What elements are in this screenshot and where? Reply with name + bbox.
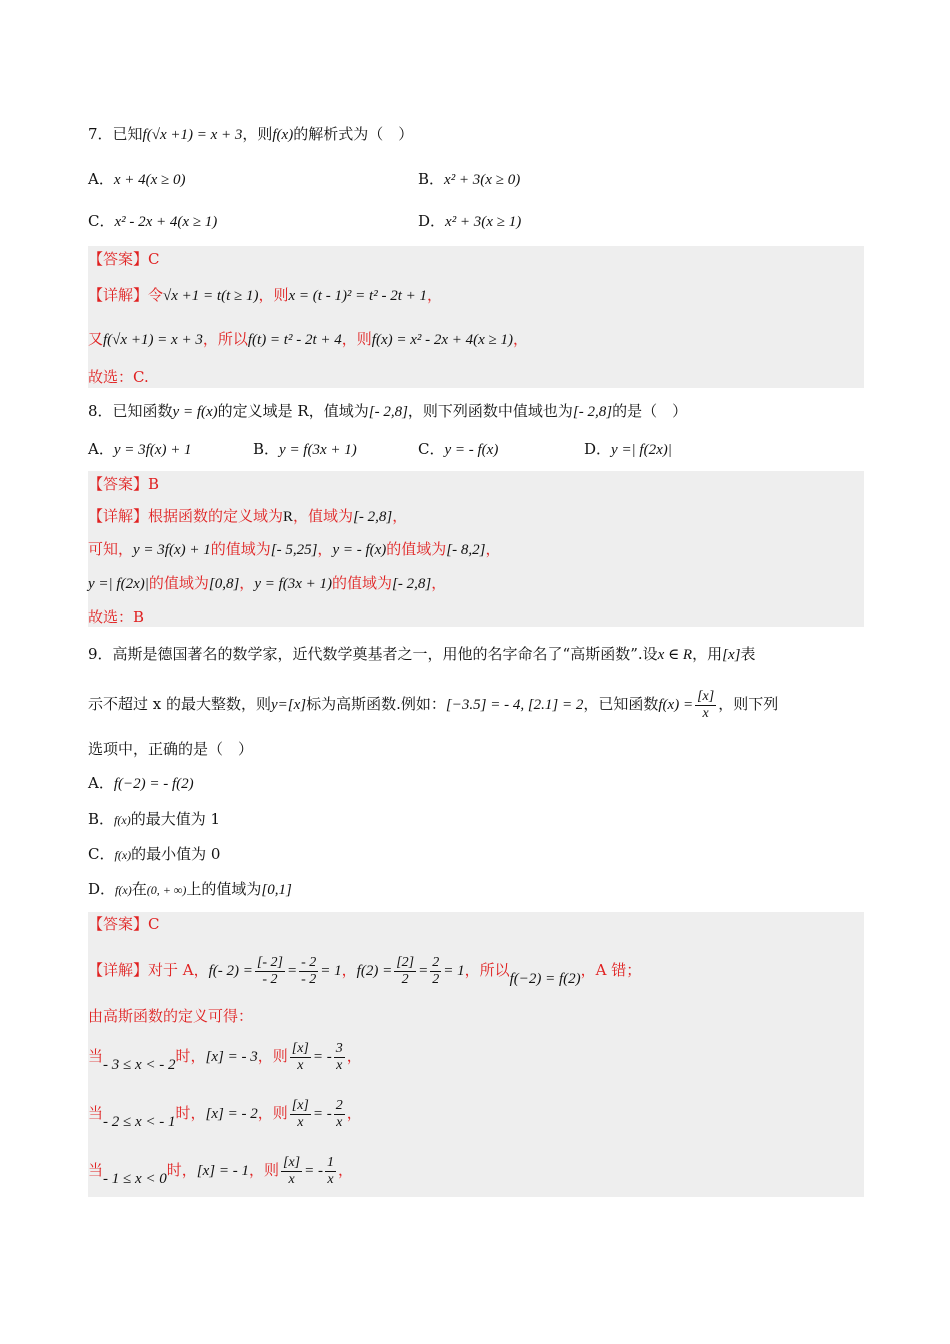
q9-option-d-text: 在 bbox=[131, 880, 147, 898]
q9-case-2 bbox=[88, 1093, 362, 1134]
q9-l2-f3-frac bbox=[695, 689, 716, 722]
q9-l2-f3-left: f(x) = bbox=[658, 697, 694, 713]
q9-case3-num: [x] bbox=[283, 1154, 301, 1170]
q9-case2-rden: x bbox=[336, 1114, 343, 1130]
q9-option-c[interactable] bbox=[88, 843, 220, 866]
q8-d1-f1: R bbox=[283, 509, 294, 525]
q9-case3-d: ， bbox=[338, 1161, 354, 1179]
q9-case2-rnum: 2 bbox=[335, 1097, 343, 1113]
q9-option-b-letter: B． bbox=[88, 810, 115, 828]
q8-stem-f1: y = f(x) bbox=[172, 404, 218, 420]
q9-d1-f2-right: = 1 bbox=[443, 963, 465, 979]
q8-d3-a: 的值域为 bbox=[148, 574, 209, 592]
q8-d1-c: ， bbox=[392, 507, 408, 525]
q9-d1-f2-left: f(2) = bbox=[356, 963, 393, 979]
q8-option-c[interactable] bbox=[418, 438, 498, 461]
q9-case1-rden: x bbox=[336, 1057, 343, 1073]
q8-d2-c: ， bbox=[317, 540, 333, 558]
q7-detail-l1-f1: √x +1 = t(t ≥ 1) bbox=[163, 288, 259, 304]
q8-stem-f3: [- 2,8] bbox=[572, 404, 613, 420]
q9-case3-gx: [x] = - 1 bbox=[196, 1163, 249, 1179]
q8-d2-f2: [- 5,25] bbox=[270, 542, 318, 558]
q9-stem-line3: 选项中，正确的是（ ） bbox=[88, 740, 254, 758]
q9-case1-rnum: 3 bbox=[335, 1040, 343, 1056]
q7-conclusion: 故选：C. bbox=[88, 368, 149, 386]
q8-option-c-expr: y = - f(x) bbox=[444, 442, 499, 458]
q9-case1-b: 时， bbox=[175, 1047, 206, 1065]
q8-stem-suffix: 的是（ ） bbox=[612, 402, 688, 420]
q9-d1-f2-frac1 bbox=[394, 955, 416, 988]
q9-d1-f1-d2: - 2 bbox=[301, 971, 317, 987]
q9-detail-line1: 【详解】对于 A，f(- 2) = $\frac{[- 2]}{- 2}$ = $\frac{- 2}{- 2}$ = 1，f(2) = $\frac{[2]}{2}$ = $\frac{2}{2}$ = 1，所以f(−2) = f(2)，A 错； bbox=[88, 954, 642, 987]
q7-detail-l2-a: 又 bbox=[88, 330, 104, 348]
q9-d1-c: ，所以 bbox=[464, 961, 510, 979]
q7-option-c-expr: x² - 2x + 4(x ≥ 1) bbox=[114, 214, 218, 230]
q9-d1-f1-frac2 bbox=[299, 955, 318, 988]
q8-option-a-letter: A． bbox=[88, 440, 114, 458]
q8-d2-f3: y = - f(x) bbox=[332, 542, 387, 558]
q9-d1-f2-n1: [2] bbox=[396, 954, 415, 970]
q9-d1-f2-d1: 2 bbox=[401, 971, 409, 987]
q8-option-a-expr: y = 3f(x) + 1 bbox=[113, 442, 192, 458]
q7-detail-l2-c: ，则 bbox=[341, 330, 372, 348]
q9-case2-eq: = - bbox=[312, 1106, 332, 1122]
q7-detail-l1-a: 令 bbox=[148, 286, 164, 304]
q9-case1-den: x bbox=[297, 1057, 304, 1073]
q9-detail-label: 【详解】 bbox=[88, 961, 149, 979]
q8-d1-b: ，值域为 bbox=[293, 507, 354, 525]
q8-option-d[interactable] bbox=[584, 438, 672, 461]
q9-case3-frac bbox=[281, 1155, 302, 1188]
q9-option-d-expr3: [0,1] bbox=[261, 882, 292, 898]
q9-option-a-expr: f(−2) = - f(2) bbox=[113, 776, 194, 792]
q9-case3-eq: = - bbox=[304, 1163, 324, 1179]
q8-d2-a: 可知， bbox=[88, 540, 134, 558]
q8-d1-a: 根据函数的定义域为 bbox=[148, 507, 284, 525]
q9-d1-f1-left: f(- 2) = bbox=[208, 963, 253, 979]
q8-d3-c: 的值域为 bbox=[332, 574, 393, 592]
q9-l1-a: 9．高斯是德国著名的数学家，近代数学奠基者之一，用他的名字命名了“高斯函数”.设 bbox=[88, 645, 658, 663]
q9-d1-f2-frac2 bbox=[430, 955, 441, 988]
q9-d1-b: ， bbox=[341, 961, 357, 979]
q9-case3-den: x bbox=[288, 1171, 295, 1187]
q9-option-b-expr: f(x) bbox=[114, 813, 131, 827]
q9-case3-b: 时， bbox=[166, 1161, 197, 1179]
q7-stem-suffix: 的解析式为（ ） bbox=[293, 125, 414, 143]
q9-option-d[interactable] bbox=[88, 878, 292, 901]
q9-option-c-letter: C． bbox=[88, 845, 115, 863]
q9-l2-f2: [−3.5] = - 4, [2.1] = 2 bbox=[445, 697, 584, 713]
q9-case1-cond: - 3 ≤ x < - 2 bbox=[103, 1057, 176, 1073]
q7-option-d[interactable] bbox=[418, 210, 521, 233]
q9-l1-b: ，用 bbox=[692, 645, 723, 663]
q9-l2-c: ，已知函数 bbox=[583, 695, 659, 713]
q8-d3-f1: y =| f(2x)| bbox=[88, 576, 149, 592]
q8-d2-b: 的值域为 bbox=[210, 540, 271, 558]
q9-case2-a: 当 bbox=[88, 1104, 104, 1122]
q8-d2-f1: y = 3f(x) + 1 bbox=[133, 542, 211, 558]
q9-case3-rden: x bbox=[327, 1171, 334, 1187]
q9-case3-rnum: 1 bbox=[327, 1154, 335, 1170]
q7-stem bbox=[88, 123, 413, 146]
q9-option-a[interactable] bbox=[88, 772, 194, 795]
q8-stem-f2: [- 2,8] bbox=[368, 404, 408, 420]
q9-l2-b: 标为高斯函数.例如： bbox=[306, 695, 446, 713]
q7-detail-line1 bbox=[88, 284, 442, 307]
q8-option-b-expr: y = f(3x + 1) bbox=[279, 442, 357, 458]
q9-case1-num: [x] bbox=[291, 1040, 309, 1056]
q8-conclusion: 故选：B bbox=[88, 608, 145, 626]
q8-option-a[interactable] bbox=[88, 438, 192, 461]
q8-detail-label: 【详解】 bbox=[88, 507, 149, 525]
q9-case1-c: ，则 bbox=[257, 1047, 288, 1065]
q7-stem-fx: f(x) bbox=[272, 127, 294, 143]
q9-l1-f2: [x] bbox=[722, 647, 741, 663]
q9-option-d-expr: f(x) bbox=[115, 883, 132, 897]
q9-case2-num: [x] bbox=[291, 1097, 309, 1113]
q7-option-b[interactable] bbox=[418, 168, 520, 191]
q9-option-d-letter: D． bbox=[88, 880, 116, 898]
q8-d2-e: ， bbox=[485, 540, 501, 558]
q8-d3-f2: [0,8] bbox=[208, 576, 240, 592]
q8-detail-line1 bbox=[88, 505, 407, 528]
q8-option-c-letter: C． bbox=[418, 440, 445, 458]
q7-detail-line2 bbox=[88, 328, 528, 351]
q9-case2-rfrac bbox=[334, 1098, 345, 1131]
q9-option-d-expr2: (0, + ∞) bbox=[146, 883, 187, 897]
q7-stem-mid: ，则 bbox=[242, 125, 273, 143]
q9-l2-f3-num: [x] bbox=[697, 688, 715, 704]
q9-answer: 【答案】C bbox=[88, 915, 160, 933]
q9-detail-line2: 由高斯函数的定义可得： bbox=[88, 1007, 254, 1025]
q7-option-b-expr: x² + 3(x ≥ 0) bbox=[444, 172, 521, 188]
q7-detail-l2-f1: f(√x +1) = x + 3 bbox=[103, 332, 203, 348]
q7-detail-l1-f2: x = (t - 1)² = t² - 2t + 1 bbox=[288, 288, 428, 304]
q7-option-c[interactable] bbox=[88, 210, 217, 233]
q8-stem bbox=[88, 400, 687, 423]
q9-case1-eq: = - bbox=[312, 1049, 332, 1065]
q9-case1-gx: [x] = - 3 bbox=[205, 1049, 258, 1065]
q9-case3-c: ，则 bbox=[249, 1161, 280, 1179]
q9-case3-cond: - 1 ≤ x < 0 bbox=[103, 1171, 167, 1187]
q7-detail-l2-d: ， bbox=[513, 330, 529, 348]
q7-detail-label: 【详解】 bbox=[88, 286, 149, 304]
q9-l1-f1: x ∈ R bbox=[657, 647, 693, 663]
q9-option-c-text: 的最小值为 0 bbox=[131, 845, 221, 863]
q8-detail-line2 bbox=[88, 538, 500, 561]
q7-option-b-letter: B． bbox=[418, 170, 445, 188]
q9-option-a-letter: A． bbox=[88, 774, 114, 792]
q7-detail-l2-f2: f(t) = t² - 2t + 4 bbox=[247, 332, 342, 348]
q7-option-a-letter: A． bbox=[88, 170, 114, 188]
q7-stem-prefix: 7．已知 bbox=[88, 125, 143, 143]
q9-d1-a: 对于 A， bbox=[148, 961, 209, 979]
q8-option-d-letter: D． bbox=[584, 440, 612, 458]
q8-stem-mid2: ，则下列函数中值域也为 bbox=[407, 402, 573, 420]
q9-d1-f2-n2: 2 bbox=[432, 954, 440, 970]
q7-option-d-expr: x² + 3(x ≥ 1) bbox=[445, 214, 522, 230]
q7-answer: 【答案】C bbox=[88, 250, 160, 268]
q9-case2-d: ， bbox=[346, 1104, 362, 1122]
q9-case1-a: 当 bbox=[88, 1047, 104, 1065]
q7-stem-formula: f(√x +1) = x + 3 bbox=[142, 127, 243, 143]
q9-l2-a: 示不超过 x 的最大整数，则 bbox=[88, 695, 271, 713]
q9-case1-d: ， bbox=[346, 1047, 362, 1065]
q8-d3-d: ， bbox=[431, 574, 447, 592]
q9-l1-c: 表 bbox=[740, 645, 756, 663]
q8-option-d-expr: y =| f(2x)| bbox=[611, 442, 672, 458]
q7-option-a[interactable] bbox=[88, 168, 186, 191]
q7-detail-l2-b: ，所以 bbox=[202, 330, 248, 348]
q8-stem-prefix: 8．已知函数 bbox=[88, 402, 173, 420]
q9-option-b[interactable] bbox=[88, 808, 220, 831]
q9-stem-line2 bbox=[88, 686, 778, 723]
q7-option-d-letter: D． bbox=[418, 212, 446, 230]
q7-detail-l2-f3: f(x) = x² - 2x + 4(x ≥ 1) bbox=[371, 332, 514, 348]
q9-d1-f3: f(−2) = f(2) bbox=[509, 971, 581, 987]
q9-case2-den: x bbox=[297, 1114, 304, 1130]
q7-option-c-letter: C． bbox=[88, 212, 115, 230]
q8-d2-f4: [- 8,2] bbox=[446, 542, 486, 558]
q9-case-1 bbox=[88, 1036, 362, 1077]
q9-stem-line1 bbox=[88, 643, 755, 666]
q9-case-3 bbox=[88, 1150, 353, 1191]
q8-d3-f3: y = f(3x + 1) bbox=[254, 576, 333, 592]
q9-case1-frac bbox=[290, 1041, 311, 1074]
q9-case2-b: 时， bbox=[175, 1104, 206, 1122]
q9-l2-f1: y=[x] bbox=[271, 697, 307, 713]
q8-d1-f2: [- 2,8] bbox=[353, 509, 393, 525]
q9-d1-f1-frac1 bbox=[255, 955, 285, 988]
q9-l2-f3-den: x bbox=[702, 705, 709, 721]
q8-detail-line3 bbox=[88, 572, 446, 595]
q9-case1-rfrac bbox=[334, 1041, 345, 1074]
q9-d1-f1-d1: - 2 bbox=[262, 971, 278, 987]
q9-d1-d: ，A 错； bbox=[580, 961, 642, 979]
q8-d2-d: 的值域为 bbox=[386, 540, 447, 558]
q9-case2-gx: [x] = - 2 bbox=[205, 1106, 258, 1122]
q9-d1-f2-d2: 2 bbox=[432, 971, 440, 987]
q8-option-b[interactable] bbox=[253, 438, 357, 461]
q7-detail-l1-c: ， bbox=[427, 286, 443, 304]
q9-d1-f1-n1: [- 2] bbox=[256, 954, 283, 970]
q8-d3-b: ， bbox=[239, 574, 255, 592]
q7-option-a-expr: x + 4(x ≥ 0) bbox=[113, 172, 186, 188]
q8-d3-f4: [- 2,8] bbox=[392, 576, 432, 592]
q7-detail-l1-b: ，则 bbox=[258, 286, 289, 304]
q9-option-b-text: 的最大值为 1 bbox=[130, 810, 220, 828]
q8-answer: 【答案】B bbox=[88, 475, 160, 493]
q9-case3-rfrac bbox=[325, 1155, 336, 1188]
q9-case2-c: ，则 bbox=[257, 1104, 288, 1122]
q9-d1-f1-right: = 1 bbox=[320, 963, 342, 979]
q9-option-d-text2: 上的值域为 bbox=[186, 880, 262, 898]
q9-l2-d: ，则下列 bbox=[718, 695, 779, 713]
q8-option-b-letter: B． bbox=[253, 440, 280, 458]
q9-case2-frac bbox=[290, 1098, 311, 1131]
q9-d1-f1-n2: - 2 bbox=[301, 954, 317, 970]
q7-answer-box bbox=[88, 246, 864, 388]
q9-option-c-expr: f(x) bbox=[114, 848, 132, 862]
q8-stem-mid1: 的定义域是 R，值域为 bbox=[217, 402, 369, 420]
q9-case3-a: 当 bbox=[88, 1161, 104, 1179]
q9-case2-cond: - 2 ≤ x < - 1 bbox=[103, 1114, 176, 1130]
